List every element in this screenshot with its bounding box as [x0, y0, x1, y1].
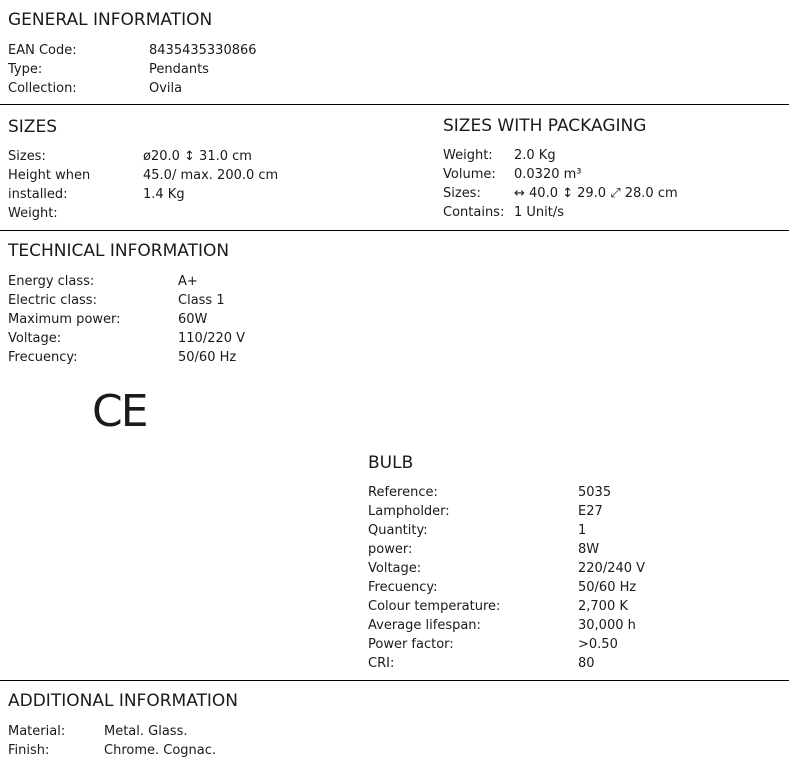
bulb-voltage-label: Voltage:: [368, 561, 422, 576]
packaging-volume-value: 0.0320 m³: [514, 167, 582, 182]
divider: [0, 680, 789, 681]
frequency-label: Frecuency:: [8, 350, 78, 365]
type-value: Pendants: [149, 62, 209, 77]
material-value: Metal. Glass.: [104, 724, 188, 739]
sizes-title: SIZES: [8, 117, 57, 137]
bulb-reference-label: Reference:: [368, 485, 438, 500]
height-when-label: Height when: [8, 168, 91, 183]
packaging-weight-label: Weight:: [443, 148, 493, 163]
voltage-label: Voltage:: [8, 331, 62, 346]
frequency-value: 50/60 Hz: [178, 350, 237, 365]
bulb-voltage-value: 220/240 V: [578, 561, 646, 576]
bulb-quantity-label: Quantity:: [368, 523, 428, 538]
voltage-value: 110/220 V: [178, 331, 246, 346]
packaging-contains-value: 1 Unit/s: [514, 205, 565, 220]
packaging-weight-value: 2.0 Kg: [514, 148, 556, 163]
weight-label: Weight:: [8, 206, 58, 221]
general-info-title: GENERAL INFORMATION: [8, 10, 213, 30]
ean-code-value: 8435435330866: [149, 43, 257, 58]
collection-label: Collection:: [8, 81, 77, 96]
sizes-label: Sizes:: [8, 149, 46, 164]
bulb-colour-temperature-label: Colour temperature:: [368, 599, 501, 614]
finish-value: Chrome. Cognac.: [104, 743, 217, 758]
electric-class-label: Electric class:: [8, 293, 97, 308]
maximum-power-value: 60W: [178, 312, 208, 327]
bulb-power-factor-value: >0.50: [578, 637, 618, 652]
bulb-title: BULB: [368, 453, 414, 473]
height-value: 45.0/ max. 200.0 cm: [143, 168, 279, 183]
bulb-quantity-value: 1: [578, 523, 587, 538]
bulb-frequency-label: Frecuency:: [368, 580, 438, 595]
type-label: Type:: [8, 62, 43, 77]
bulb-lifespan-value: 30,000 h: [578, 618, 636, 633]
technical-info-title: TECHNICAL INFORMATION: [8, 241, 230, 261]
maximum-power-label: Maximum power:: [8, 312, 121, 327]
bulb-cri-label: CRI:: [368, 656, 395, 671]
energy-class-label: Energy class:: [8, 274, 95, 289]
packaging-sizes-value: ↔ 40.0 ↕ 29.0 ⤢ 28.0 cm: [514, 186, 678, 201]
bulb-reference-value: 5035: [578, 485, 612, 500]
bulb-lampholder-value: E27: [578, 504, 603, 519]
bulb-power-factor-label: Power factor:: [368, 637, 454, 652]
divider: [0, 230, 789, 231]
additional-info-title: ADDITIONAL INFORMATION: [8, 691, 238, 711]
ce-mark-icon: CE: [92, 386, 147, 437]
ean-code-label: EAN Code:: [8, 43, 77, 58]
bulb-frequency-value: 50/60 Hz: [578, 580, 637, 595]
packaging-volume-label: Volume:: [443, 167, 496, 182]
collection-value: Ovila: [149, 81, 183, 96]
finish-label: Finish:: [8, 743, 50, 758]
bulb-power-label: power:: [368, 542, 413, 557]
bulb-colour-temperature-value: 2,700 K: [578, 599, 628, 614]
packaging-title: SIZES WITH PACKAGING: [443, 116, 647, 136]
installed-label: installed:: [8, 187, 68, 202]
material-label: Material:: [8, 724, 66, 739]
sizes-value: ø20.0 ↕ 31.0 cm: [143, 149, 252, 164]
electric-class-value: Class 1: [178, 293, 225, 308]
divider: [0, 104, 789, 105]
bulb-cri-value: 80: [578, 656, 595, 671]
bulb-lampholder-label: Lampholder:: [368, 504, 450, 519]
packaging-contains-label: Contains:: [443, 205, 505, 220]
bulb-lifespan-label: Average lifespan:: [368, 618, 481, 633]
bulb-power-value: 8W: [578, 542, 600, 557]
weight-value: 1.4 Kg: [143, 187, 185, 202]
energy-class-value: A+: [178, 274, 198, 289]
packaging-sizes-label: Sizes:: [443, 186, 481, 201]
